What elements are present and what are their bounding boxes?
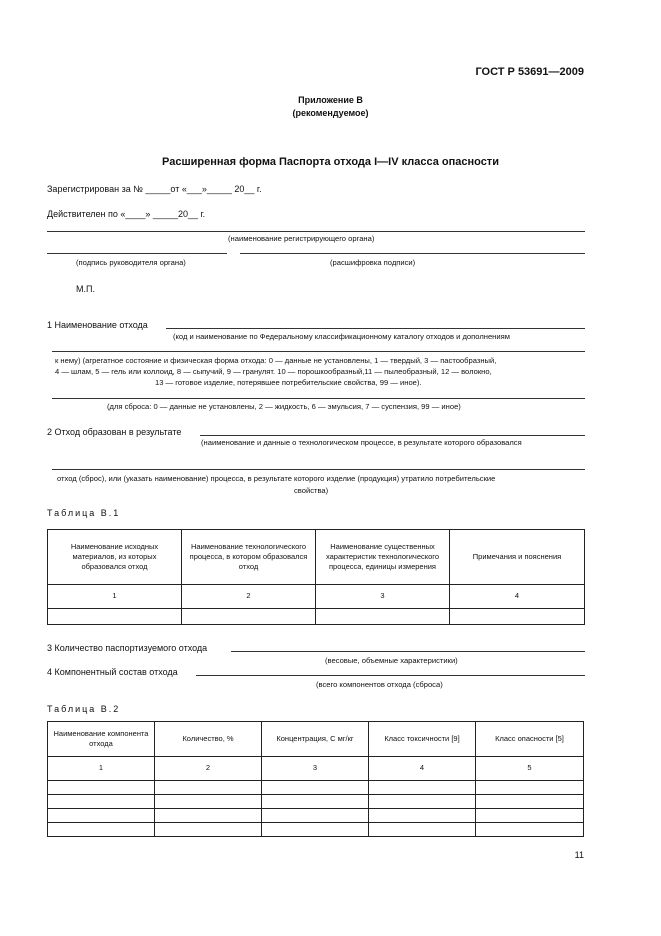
- table2-empty-cell[interactable]: [155, 795, 262, 809]
- section4-line: [196, 675, 585, 676]
- table-b2: [47, 721, 584, 837]
- table2-empty-cell[interactable]: [262, 795, 369, 809]
- table-row: [48, 795, 584, 809]
- table1-empty-cell[interactable]: [316, 609, 450, 625]
- table2-number-cell: 3: [262, 757, 369, 781]
- page-title: Расширенная форма Паспорта отхода I—IV класса опасности: [162, 156, 499, 168]
- table1-number-row: [48, 585, 585, 609]
- section1-caption1: (код и наименование по Федеральному классификационному каталогу отходов и дополнениям: [173, 332, 510, 341]
- table2-empty-cell[interactable]: [155, 781, 262, 795]
- section3-caption: (весовые, объемные характеристики): [325, 656, 458, 665]
- appendix-block: [0, 94, 661, 120]
- table-row: [48, 809, 584, 823]
- table1-header-cell: Примечания и пояснения: [450, 530, 585, 585]
- section2-caption3: свойства): [294, 486, 329, 495]
- section1-line: [166, 328, 585, 329]
- section2-caption2: отход (сброс), или (указать наименование) процесса, в результате которого изделие (продукция) утратило потребительские: [57, 474, 496, 483]
- authority-line: [47, 231, 585, 232]
- section1-caption5: (для сброса: 0 — данные не установлены, 2 — жидкость, 6 — эмульсия, 7 — суспензия, 99 — иное): [107, 402, 461, 411]
- section1-label: 1 Наименование отхода: [47, 320, 148, 330]
- table2-empty-cell[interactable]: [476, 809, 584, 823]
- table2-empty-cell[interactable]: [262, 823, 369, 837]
- section1-line2: [52, 351, 585, 352]
- table1-header-cell: Наименование технологического процесса, в котором образовался отход: [182, 530, 316, 585]
- table2-empty-cell[interactable]: [369, 795, 476, 809]
- section1-line3: [52, 398, 585, 399]
- table1-caption: Таблица В.1: [47, 508, 121, 518]
- document-number: ГОСТ Р 53691—2009: [475, 66, 584, 78]
- table2-empty-cell[interactable]: [476, 781, 584, 795]
- table1-empty-cell[interactable]: [48, 609, 182, 625]
- table2-empty-cell[interactable]: [369, 781, 476, 795]
- table1-number-cell: 4: [450, 585, 585, 609]
- table1-empty-cell[interactable]: [450, 609, 585, 625]
- authority-caption: (наименование регистрирующего органа): [228, 234, 375, 243]
- table2-header-cell: Класс токсичности [9]: [369, 722, 476, 757]
- section4-label: 4 Компонентный состав отхода: [47, 667, 178, 677]
- table1-header-cell: Наименование исходных материалов, из которых образовался отход: [48, 530, 182, 585]
- table2-header-cell: Класс опасности [5]: [476, 722, 584, 757]
- table2-header-cell: Количество, %: [155, 722, 262, 757]
- appendix-title: Приложение В: [298, 95, 363, 105]
- table2-header-cell: Наименование компонента отхода: [48, 722, 155, 757]
- section4-caption: (всего компонентов отхода (сброса): [316, 680, 443, 689]
- table2-number-cell: 5: [476, 757, 584, 781]
- table1-number-cell: 1: [48, 585, 182, 609]
- section2-line2: [52, 469, 585, 470]
- section3-label: 3 Количество паспортизуемого отхода: [47, 643, 208, 653]
- appendix-type: (рекомендуемое): [292, 108, 369, 118]
- table2-header-row: [48, 722, 584, 757]
- table2-empty-cell[interactable]: [262, 809, 369, 823]
- section1-caption3: 4 — шлам, 5 — гель или коллоид, 8 — сыпучий, 9 — гранулят. 10 — порошкообразный,11 — пылеобразный, 12 — волокно,: [55, 367, 492, 376]
- section2-line: [200, 435, 585, 436]
- table1-empty-cell[interactable]: [182, 609, 316, 625]
- registered-line: Зарегистрирован за № _____от «___»_____ 20__ г.: [47, 184, 262, 194]
- table2-empty-cell[interactable]: [48, 809, 155, 823]
- section2-caption1: (наименование и данные о технологическом процессе, в результате которого образовался: [201, 438, 522, 447]
- table-row: [48, 781, 584, 795]
- table1-header-row: [48, 530, 585, 585]
- table-b1: [47, 529, 585, 625]
- table2-empty-cell[interactable]: [262, 781, 369, 795]
- table2-empty-cell[interactable]: [155, 809, 262, 823]
- signature-line: [47, 253, 227, 254]
- table2-empty-cell[interactable]: [369, 809, 476, 823]
- seal-label: М.П.: [76, 284, 95, 294]
- section1-caption4: 13 — готовое изделие, потерявшее потребительские свойства, 99 — иное).: [155, 378, 422, 387]
- table2-empty-cell[interactable]: [476, 823, 584, 837]
- table1-number-cell: 3: [316, 585, 450, 609]
- table2-empty-cell[interactable]: [155, 823, 262, 837]
- signature-caption: (подпись руководителя органа): [76, 258, 186, 267]
- table2-empty-cell[interactable]: [476, 795, 584, 809]
- table2-empty-cell[interactable]: [48, 823, 155, 837]
- table2-empty-cell[interactable]: [48, 781, 155, 795]
- decoding-caption: (расшифровка подписи): [330, 258, 416, 267]
- decoding-line: [240, 253, 585, 254]
- table2-empty-cell[interactable]: [48, 795, 155, 809]
- table-row: [48, 609, 585, 625]
- page-number: 11: [574, 850, 584, 860]
- table2-number-cell: 4: [369, 757, 476, 781]
- table2-caption: Таблица В.2: [47, 704, 121, 714]
- table2-number-cell: 2: [155, 757, 262, 781]
- table1-number-cell: 2: [182, 585, 316, 609]
- section2-label: 2 Отход образован в результате: [47, 427, 182, 437]
- table2-header-cell: Концентрация, С мг/кг: [262, 722, 369, 757]
- table2-empty-cell[interactable]: [369, 823, 476, 837]
- table-row: [48, 823, 584, 837]
- table2-number-cell: 1: [48, 757, 155, 781]
- section3-line: [231, 651, 585, 652]
- table2-number-row: [48, 757, 584, 781]
- table1-header-cell: Наименование существенных характеристик технологического процесса, единицы измерения: [316, 530, 450, 585]
- valid-line: Действителен по «____» _____20__ г.: [47, 209, 206, 219]
- section1-caption2: к нему) (агрегатное состояние и физическая форма отхода: 0 — данные не установлены, 1 — твердый, 3 — пастообразный,: [55, 356, 497, 365]
